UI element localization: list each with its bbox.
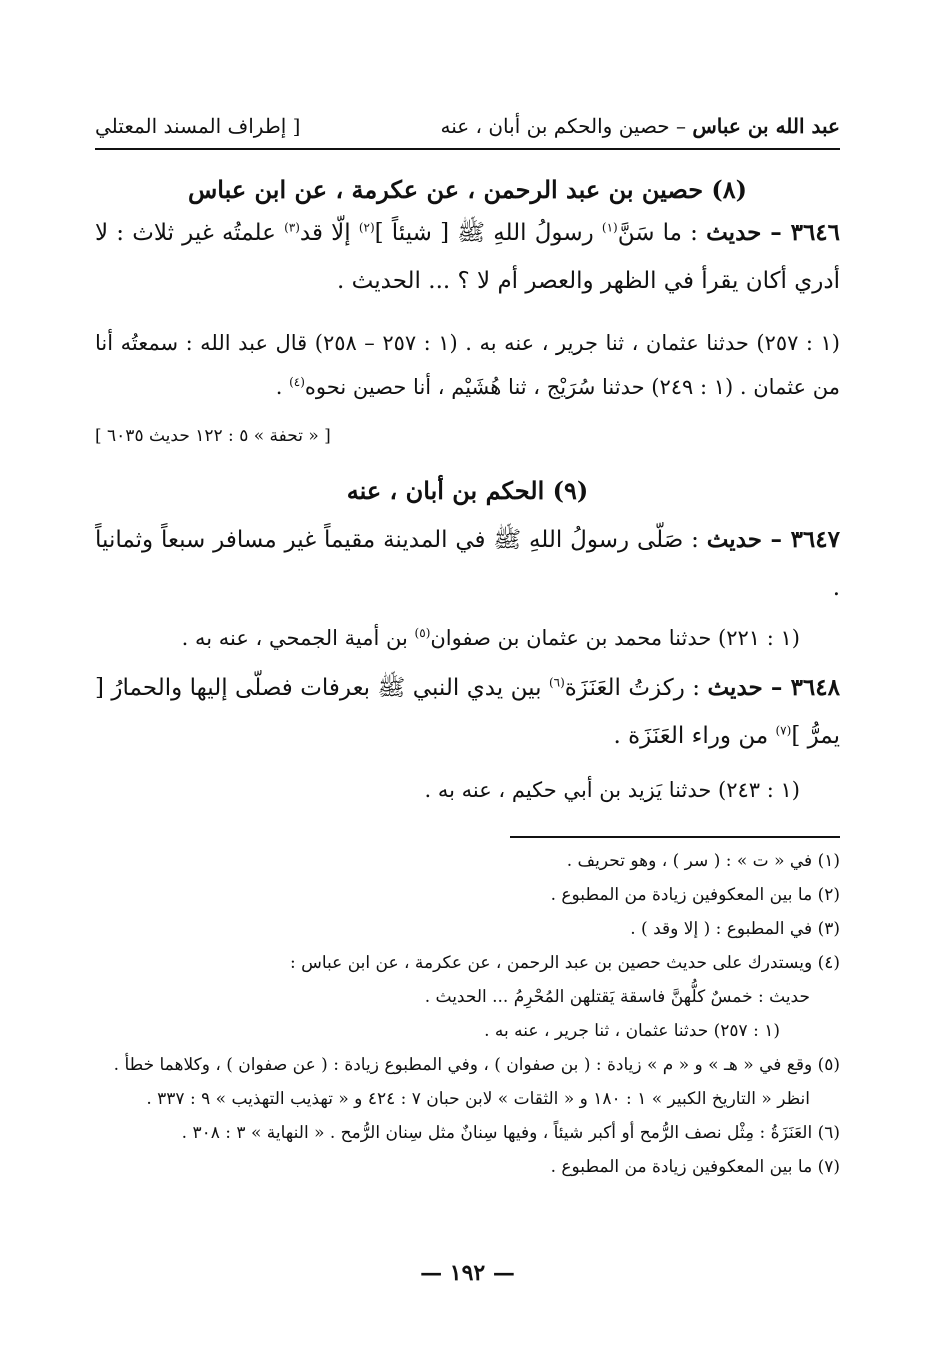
- footnote-6: (٦) العَنَزَةُ : مِثْل نصف الرُّمح أو أكبر شيئاً ، وفيها سِنانٌ مثل سِنان الرُّمح . « النهاية » ٣ : ٣٠٨ .: [181, 1122, 840, 1143]
- footnote-2: (٢) ما بين المعكوفين زيادة من المطبوع .: [550, 884, 840, 905]
- footnote-5: (٥) وقع في « هـ » و « م » زيادة : ( بن صفوان ) ، وفي المطبوع زيادة : ( عن صفوان ) ، وكلاهما خطأ .: [113, 1054, 840, 1075]
- footnote-3: (٣) في المطبوع : ( إلا وقد ) .: [630, 918, 840, 939]
- footnote-4-hadith: حديث : خمسٌ كلُّهنَّ فاسقة يَقتلهن المُحْرِمُ ... الحديث .: [424, 986, 810, 1007]
- footnote-5-reference: انظر « التاريخ الكبير » ١ : ١٨٠ و « الثقات » لابن حبان ٧ : ٤٢٤ و « تهذيب التهذيب » ٩ : ٣٣٧ .: [146, 1088, 810, 1109]
- header-chapter-bold: عبد الله بن عباس: [692, 114, 840, 138]
- footnote-1: (١) في « ت » : ( سر ) ، وهو تحريف .: [566, 850, 840, 871]
- tuhfa-reference: [ « تحفة » ٥ : ١٢٢ حديث ٦٠٣٥ ]: [95, 425, 331, 446]
- hadith-3646-text-c: إلّا قد: [299, 219, 359, 246]
- hadith-3646: [95, 209, 840, 305]
- hadith-3646-sources: [95, 321, 840, 409]
- hadith-3647-text: : صَلّى رسولُ اللهِ ﷺ في المدينة مقيماً غير مسافر سبعاً وثمانياً .: [95, 526, 840, 601]
- footnote-ref-1: (١): [601, 220, 618, 235]
- footnote-4: (٤) ويستدرك على حديث حصين بن عبد الرحمن ، عن عكرمة ، عن ابن عباس :: [289, 952, 840, 973]
- footnote-ref-4: (٤): [289, 374, 305, 389]
- hadith-3647-src-b: بن أمية الجمحي ، عنه به .: [181, 625, 415, 650]
- hadith-3647: [95, 516, 840, 612]
- header-chapter: [440, 114, 840, 138]
- hadith-3648-sources: (١ : ٢٤٣) حدثنا يَزيد بن أبي حكيم ، عنه به .: [424, 777, 800, 802]
- hadith-3647-src-a: (١ : ٢٢١) حدثنا محمد بن عثمان بن صفوان: [430, 625, 800, 650]
- section-title-9: (٩) الحكم بن أبان ، عنه: [346, 475, 589, 505]
- page-number: — ١٩٢ —: [420, 1260, 515, 1286]
- hadith-3646-lead: ٣٦٤٦ – حديث: [706, 218, 841, 246]
- footnote-ref-3: (٣): [284, 220, 300, 235]
- hadith-3646-src-b: .: [275, 374, 290, 399]
- hadith-3646-text-b: رسولُ اللهِ ﷺ [ شيئاً ]: [374, 219, 602, 246]
- header-chapter-rest: – حصين والحكم بن أبان ، عنه: [440, 114, 693, 138]
- hadith-3648-text-a: : ركزتُ العَنَزَة: [564, 674, 708, 701]
- hadith-3647-sources: [95, 616, 840, 660]
- footnote-ref-6: (٦): [548, 674, 565, 689]
- hadith-3648-text-c: من وراء العَنَزَة .: [613, 722, 776, 749]
- running-header: [95, 110, 840, 150]
- footnote-4-source: (١ : ٢٥٧) حدثنا عثمان ، ثنا جرير ، عنه به .: [484, 1020, 780, 1041]
- hadith-3646-src-a: (١ : ٢٥٧) حدثنا عثمان ، ثنا جرير ، عنه به . (١ : ٢٥٧ – ٢٥٨) قال عبد الله : سمعتُه أنا من عثمان . (١ : ٢٤٩) حدثنا سُرَيْج ، ثنا هُشَيْم ، أنا حصين نحوه: [95, 330, 840, 399]
- section-title-8: (٨) حصين بن عبد الرحمن ، عن عكرمة ، عن ابن عباس: [188, 175, 747, 204]
- footnote-ref-7: (٧): [775, 722, 792, 737]
- header-book-title: [ إطراف المسند المعتلي: [95, 114, 301, 138]
- hadith-3648-text-b: بين يدي النبي ﷺ بعرفات فصلّى إليها والحمارُ [ يمرُّ ]: [95, 674, 840, 749]
- hadith-3648: [95, 664, 840, 760]
- footnote-ref-5: (٥): [414, 625, 431, 640]
- hadith-3647-lead: ٣٦٤٧ – حديث: [706, 525, 840, 553]
- footnote-7: (٧) ما بين المعكوفين زيادة من المطبوع .: [550, 1156, 840, 1177]
- hadith-3648-lead: ٣٦٤٨ – حديث: [707, 673, 840, 701]
- hadith-3646-text-d: علمتُه غير ثلاث : لا أدري أكان يقرأ في الظهر والعصر أم لا ؟ ... الحديث .: [95, 219, 840, 294]
- footnote-ref-2: (٢): [358, 220, 375, 235]
- page: [95, 110, 840, 1310]
- hadith-3646-text-a: : ما سَنَّ: [617, 219, 707, 246]
